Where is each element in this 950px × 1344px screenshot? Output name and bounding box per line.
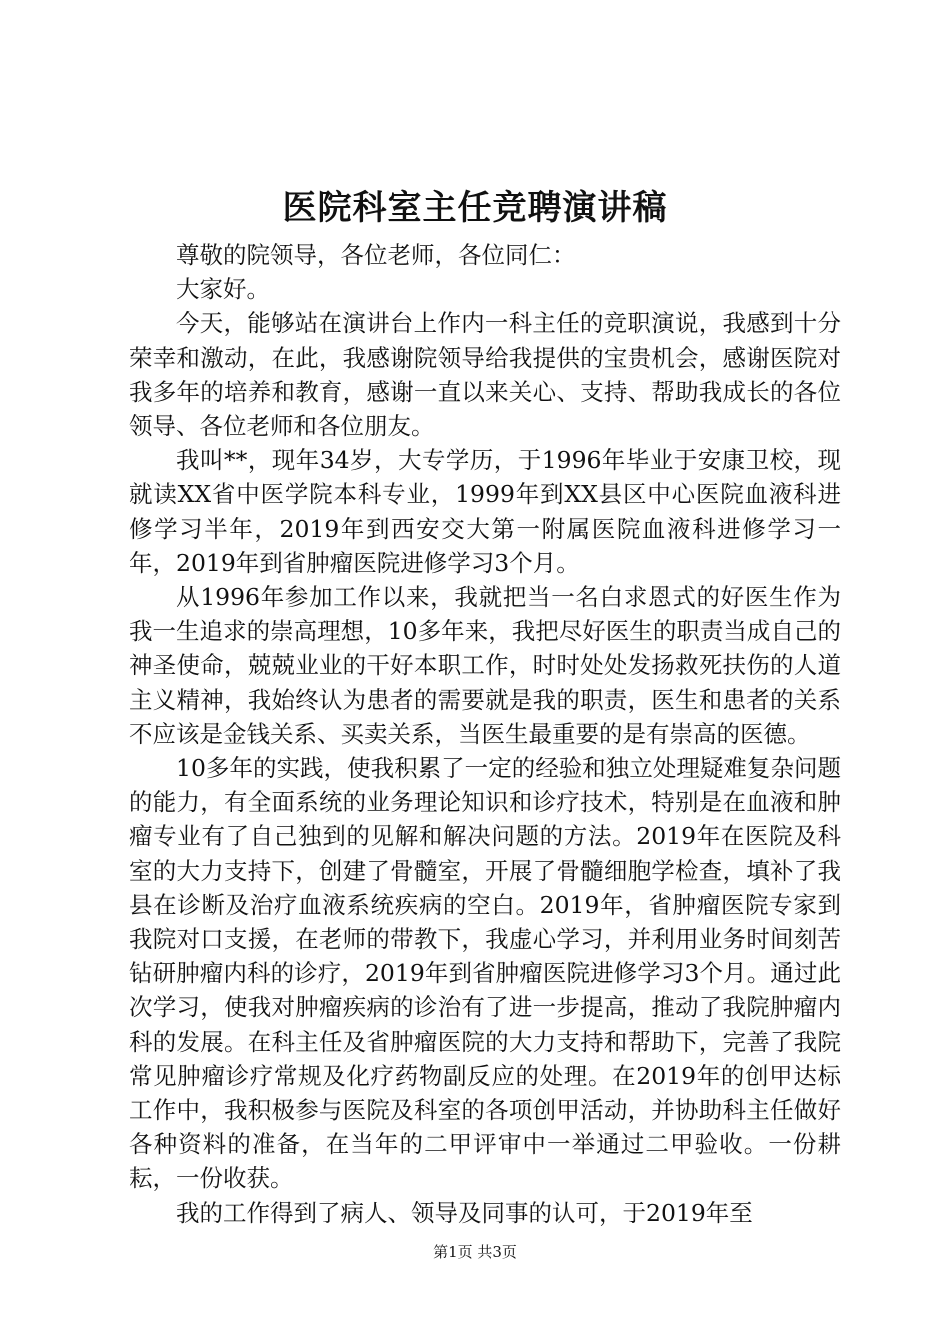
- paragraph-salutation: 尊敬的院领导，各位老师，各位同仁：: [176, 241, 576, 269]
- document-body: [129, 238, 841, 1230]
- paragraph-opening: 今天，能够站在演讲台上作内一科主任的竞职演说，我感到十分荣幸和激动，在此，我感谢院领导给我提供的宝贵机会，感谢医院对我多年的培养和教育，感谢一直以来关心、支持、帮助我成长的各位领导、各位老师和各位朋友。: [129, 309, 841, 441]
- paragraph-background: 我叫**，现年34岁，大专学历，于1996年毕业于安康卫校，现就读XX省中医学院本科专业，1999年到XX县区中心医院血液科进修学习半年，2019年到西安交大第一附属医院血液科进修学习一年，2019年到省肿瘤医院进修学习3个月。: [129, 446, 841, 577]
- paragraph-recognition: 我的工作得到了病人、领导及同事的认可，于2019年至: [176, 1198, 753, 1227]
- paragraph-experience: 10多年的实践，使我积累了一定的经验和独立处理疑难复杂问题的能力，有全面系统的业务理论知识和诊疗技术，特别是在血液和肿瘤专业有了自己独到的见解和解决问题的方法。2019年在医院及科室的大力支持下，创建了骨髓室，开展了骨髓细胞学检查，填补了我县在诊断及治疗血液系统疾病的空白。2019年，省肿瘤医院专家到我院对口支援，在老师的带教下，我虚心学习，并利用业务时间刻苦钻研肿瘤内科的诊疗，2019年到省肿瘤医院进修学习3个月。通过此次学习，使我对肿瘤疾病的诊治有了进一步提高，推动了我院肿瘤内科的发展。在科主任及省肿瘤医院的大力支持和帮助下，完善了我院常见肿瘤诊疗常规及化疗药物副反应的处理。在2019年的创甲达标工作中，我积极参与医院及科室的各项创甲活动，并协助科主任做好各种资料的准备，在当年的二甲评审中一举通过二甲验收。一份耕耘，一份收获。: [129, 754, 841, 1193]
- page-footer: 第1页 共3页: [433, 1243, 517, 1261]
- paragraph-ideals: 从1996年参加工作以来，我就把当一名白求恩式的好医生作为我一生追求的崇高理想，10多年来，我把尽好医生的职责当成自己的神圣使命，兢兢业业的干好本职工作，时时处处发扬救死扶伤的人道主义精神，我始终认为患者的需要就是我的职责，医生和患者的关系不应该是金钱关系、买卖关系，当医生最重要的是有崇高的医德。: [129, 583, 841, 748]
- document-title: 医院科室主任竞聘演讲稿: [282, 188, 668, 228]
- paragraph-greeting: 大家好。: [176, 275, 270, 304]
